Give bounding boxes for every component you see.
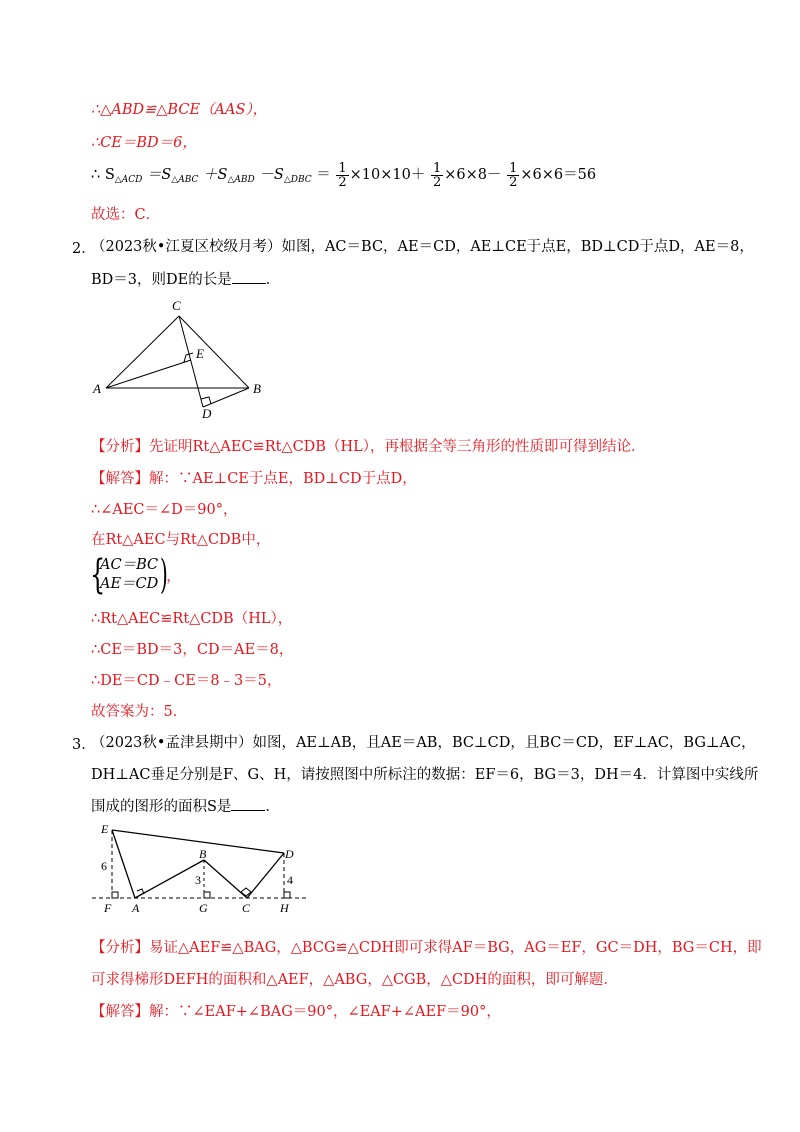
right-paren: ) (160, 552, 169, 598)
label-f: F (104, 901, 112, 915)
q2-after-line-3: ∴DE＝CD﹣CE＝8﹣3＝5， (91, 673, 282, 689)
answer-blank (232, 271, 266, 284)
area-s-symbol: ∴ S (91, 167, 115, 183)
label-b: B (199, 847, 207, 861)
label-h: H (280, 901, 289, 915)
right-angle-f (112, 892, 118, 898)
segment-ea (112, 830, 135, 898)
right-angle-h (284, 892, 290, 898)
question-3-solution: 【解答】解：∵∠EAF+∠BAG＝90°，∠EAF+∠AEF＝90°， (91, 1004, 501, 1020)
label-b: B (253, 381, 261, 396)
segment-cd (247, 853, 284, 898)
question-3-text-1: （2023秋•孟津县期中）如图，AE⊥AB，且AE＝AB，BC⊥CD，且BC＝CD，EF⊥AC，BG⊥AC， (91, 735, 756, 751)
term-2: ×6×8－ (444, 167, 502, 183)
question-3-analysis-1: 【分析】易证△AEF≌△BAG，△BCG≌△CDH即可求得AF＝BG，AG＝EF，GC＝DH，BG＝CH，即 (91, 940, 762, 956)
label-four: 4 (287, 873, 293, 887)
question-3-number: 3． (72, 737, 96, 753)
area-sub-abc: △ABC (171, 175, 199, 185)
segment-ed (112, 830, 284, 853)
label-six: 6 (101, 859, 107, 873)
answer-blank (231, 798, 265, 811)
q2-after-line-1: ∴Rt△AEC≌Rt△CDB（HL）， (91, 611, 293, 627)
fraction-half-2: $\frac{1}{2}$ (432, 160, 442, 190)
equation-system (88, 552, 181, 598)
area-sub-acd: △ACD (114, 175, 143, 185)
system-row-2: AE＝CD (100, 576, 159, 592)
system-end: ， (166, 568, 181, 585)
question-2-analysis: 【分析】先证明Rt△AEC≌Rt△CDB（HL），再根据全等三角形的性质即可得到结论． (91, 439, 646, 455)
question-2-text-2: BD＝3，则DE的长是 ． (91, 272, 281, 288)
q2-solution-line-3: 在Rt△AEC与Rt△CDB中， (91, 532, 271, 548)
segment-cb (179, 316, 249, 388)
label-e: E (101, 822, 109, 836)
segment-ae (106, 360, 191, 388)
segment-cd (179, 316, 203, 407)
fraction-half-1: $\frac{1}{2}$ (338, 160, 347, 190)
label-d: D (285, 847, 294, 861)
question-2-figure (88, 296, 278, 421)
term-1: ×10×10＋ (349, 167, 426, 183)
area-sub-abd: △ABD (227, 175, 255, 185)
system-row-1: AC＝BC (100, 557, 159, 573)
proof-line-ce-bd: ∴CE＝BD＝6， (91, 135, 197, 151)
label-g: G (199, 901, 208, 915)
proof-line-congruence: ∴△ABD≌△BCE（AAS）， (91, 102, 268, 118)
q2-after-line-4: 故答案为：5． (91, 704, 188, 720)
question-3-text-2: DH⊥AC垂足分别是F、G、H，请按照图中所标注的数据：EF＝6，BG＝3，DH＝4．计算图中实线所 (91, 767, 759, 783)
label-a: A (132, 901, 140, 915)
area-formula: ∴ $S_{\triangle ACD} =S_{\triangle ABC} +S_{\triangle ABD} -S_{\triangle DBC}$ ＝ $\frac{1}{2}$ ×10×10＋ $\frac{1}{2}$ ×6×8－ $\frac{1}{2}$ ×6×6＝56 (91, 160, 597, 190)
segment-bd (203, 388, 249, 407)
label-d: D (202, 406, 212, 421)
fraction-half-3: $\frac{1}{2}$ (509, 160, 518, 190)
label-a: A (93, 381, 101, 396)
segment-ac (106, 316, 179, 388)
label-three: 3 (195, 873, 201, 887)
area-sub-dbc: △DBC (283, 175, 312, 185)
q2-solution-line-2: ∴∠AEC＝∠D＝90°， (91, 502, 238, 518)
right-angle-g (204, 892, 210, 898)
term-3: ×6×6＝56 (520, 167, 597, 183)
right-angle-d (201, 397, 211, 404)
left-brace: { (90, 552, 106, 598)
question-3-analysis-2: 可求得梯形DEFH的面积和△AEF，△ABG，△CGB，△CDH的面积，即可解题． (91, 972, 618, 988)
question-3-figure (92, 820, 312, 920)
q2-after-line-2: ∴CE＝BD＝3，CD＝AE＝8， (91, 642, 294, 658)
q2-solution-line-1: 【解答】解：∵AE⊥CE于点E，BD⊥CD于点D， (91, 471, 417, 487)
question-2-text-1: （2023秋•江夏区校级月考）如图，AC＝BC，AE＝CD，AE⊥CE于点E，BD⊥CD于点D，AE＝8， (91, 239, 754, 255)
label-c: C (242, 901, 251, 915)
label-e: E (196, 346, 204, 361)
label-c: C (172, 298, 181, 313)
question-2-number: 2． (72, 241, 96, 257)
question-3-text-3: 围成的图形的面积S是 ． (91, 799, 280, 815)
segment-ab (135, 860, 204, 898)
answer-q1: 故选：C． (91, 207, 161, 223)
